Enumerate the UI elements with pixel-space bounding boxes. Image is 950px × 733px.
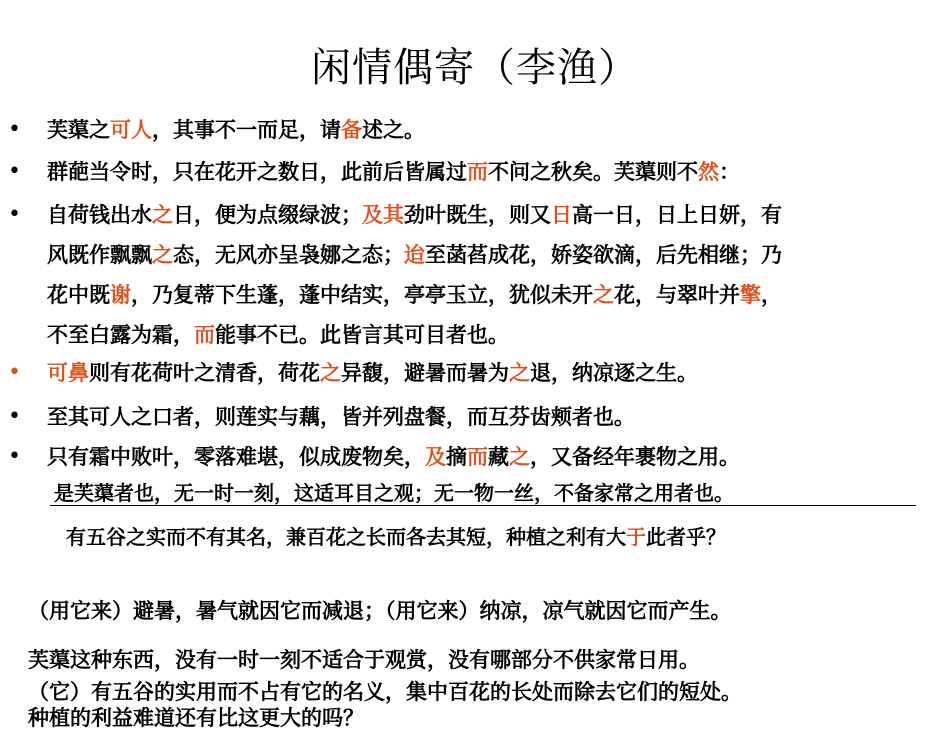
- text-segment: 花，与翠叶并: [614, 283, 740, 307]
- highlighted-text: 日: [551, 203, 572, 227]
- bullet-line: [47, 195, 927, 235]
- text-segment: 群葩当令时，只在花开之数日，此前后皆属过: [47, 160, 467, 184]
- bullet-item: [0, 353, 927, 393]
- highlighted-text: 而: [467, 445, 488, 469]
- bullet-dot-icon: •: [8, 404, 21, 429]
- bullet-line: [47, 353, 927, 393]
- text-segment: 能事不已。此皆言其可目者也。: [215, 323, 509, 347]
- bullet-dot-icon: •: [8, 117, 21, 142]
- text-segment: 风既作飘飘: [47, 243, 152, 267]
- text-segment: 花中既: [47, 283, 110, 307]
- bullet-line: [47, 397, 927, 437]
- bullet-line: [47, 275, 927, 315]
- translation-line-3: （它）有五谷的实用而不占有它的名义，集中百花的长处而除去它们的短处。: [28, 680, 742, 704]
- text-segment: 述之。: [362, 118, 425, 142]
- highlighted-text: 谢: [110, 283, 131, 307]
- question-line: [66, 522, 726, 552]
- highlighted-text: 然: [698, 160, 719, 184]
- highlighted-text: 之: [509, 445, 530, 469]
- bullet-dot-icon: •: [8, 444, 21, 469]
- underlined-summary-line: 是芙蕖者也，无一时一刻，这适耳目之观；无一物一丝，不备家常之用者也。: [54, 481, 734, 505]
- highlighted-text: 之: [593, 283, 614, 307]
- bullet-dot-icon: •: [8, 159, 21, 184]
- highlighted-text: 而: [467, 160, 488, 184]
- text-segment: 此者乎？: [646, 525, 726, 549]
- underline: [50, 505, 916, 506]
- text-segment: 芙蕖之: [47, 118, 110, 142]
- highlighted-text: 于: [626, 525, 646, 549]
- translation-line-1: （用它来）避暑，暑气就因它而减退；（用它来）纳凉，凉气就因它而产生。: [28, 599, 732, 623]
- bullet-item: [0, 397, 927, 437]
- highlighted-text: 及: [425, 445, 446, 469]
- translation-line-2: 芙蕖这种东西，没有一时一刻不适合于观赏，没有哪部分不供家常日用。: [28, 648, 700, 672]
- bullet-line: [47, 315, 927, 355]
- highlighted-text: 迨: [404, 243, 425, 267]
- highlighted-text: 可人: [110, 118, 152, 142]
- bullet-line: [47, 437, 927, 477]
- highlighted-text: 备: [341, 118, 362, 142]
- bullet-item: [0, 195, 927, 355]
- text-segment: 劲叶既生，则又: [404, 203, 551, 227]
- text-segment: 至菡萏成花，娇姿欲滴，后先相继；乃: [425, 243, 782, 267]
- text-segment: 只有霜中败叶，零落难堪，似成废物矣，: [47, 445, 425, 469]
- text-segment: 至其可人之口者，则莲实与藕，皆并列盘餐，而互芬齿颊者也。: [47, 405, 635, 429]
- bullet-line: [47, 110, 927, 150]
- text-segment: 日，便为点缀绿波；: [173, 203, 362, 227]
- text-segment: ，乃复蒂下生蓬，蓬中结实，亭亭玉立，犹似未开: [131, 283, 593, 307]
- translation-line-4: 种植的利益难道还有比这更大的吗？: [28, 706, 364, 730]
- bullet-item: [0, 110, 927, 150]
- bullet-dot-icon: •: [8, 360, 21, 385]
- highlighted-text: 之: [509, 361, 530, 385]
- text-segment: 不至白露为霜，: [47, 323, 194, 347]
- page-title: 闲情偶寄（李渔）: [311, 45, 639, 91]
- text-segment: ，: [761, 283, 782, 307]
- highlighted-text: 之: [320, 361, 341, 385]
- text-segment: 则有花荷叶之清香，荷花: [89, 361, 320, 385]
- text-segment: 退，纳凉逐之生。: [530, 361, 698, 385]
- highlighted-text: 而: [194, 323, 215, 347]
- highlighted-text: 及其: [362, 203, 404, 227]
- highlighted-text: 之: [152, 243, 173, 267]
- text-segment: 摘: [446, 445, 467, 469]
- text-segment: 有五谷之实而不有其名，兼百花之长而各去其短，种植之利有大: [66, 525, 626, 549]
- highlighted-text: 可鼻: [47, 361, 89, 385]
- text-segment: 态，无风亦呈袅娜之态；: [173, 243, 404, 267]
- text-segment: ，又备经年裹物之用。: [530, 445, 740, 469]
- text-segment: 藏: [488, 445, 509, 469]
- bullet-line: [47, 235, 927, 275]
- highlighted-text: 擎: [740, 283, 761, 307]
- text-segment: 异馥，避暑而暑为: [341, 361, 509, 385]
- bullet-item: [0, 437, 927, 477]
- bullet-line: [47, 152, 927, 192]
- text-segment: ：: [719, 160, 740, 184]
- text-segment: ，其事不一而足，请: [152, 118, 341, 142]
- bullet-item: [0, 152, 927, 192]
- text-segment: 不问之秋矣。芙蕖则不: [488, 160, 698, 184]
- highlighted-text: 之: [152, 203, 173, 227]
- text-segment: 自荷钱出水: [47, 203, 152, 227]
- text-segment: 高一日，日上日妍，有: [572, 203, 782, 227]
- bullet-dot-icon: •: [8, 202, 21, 227]
